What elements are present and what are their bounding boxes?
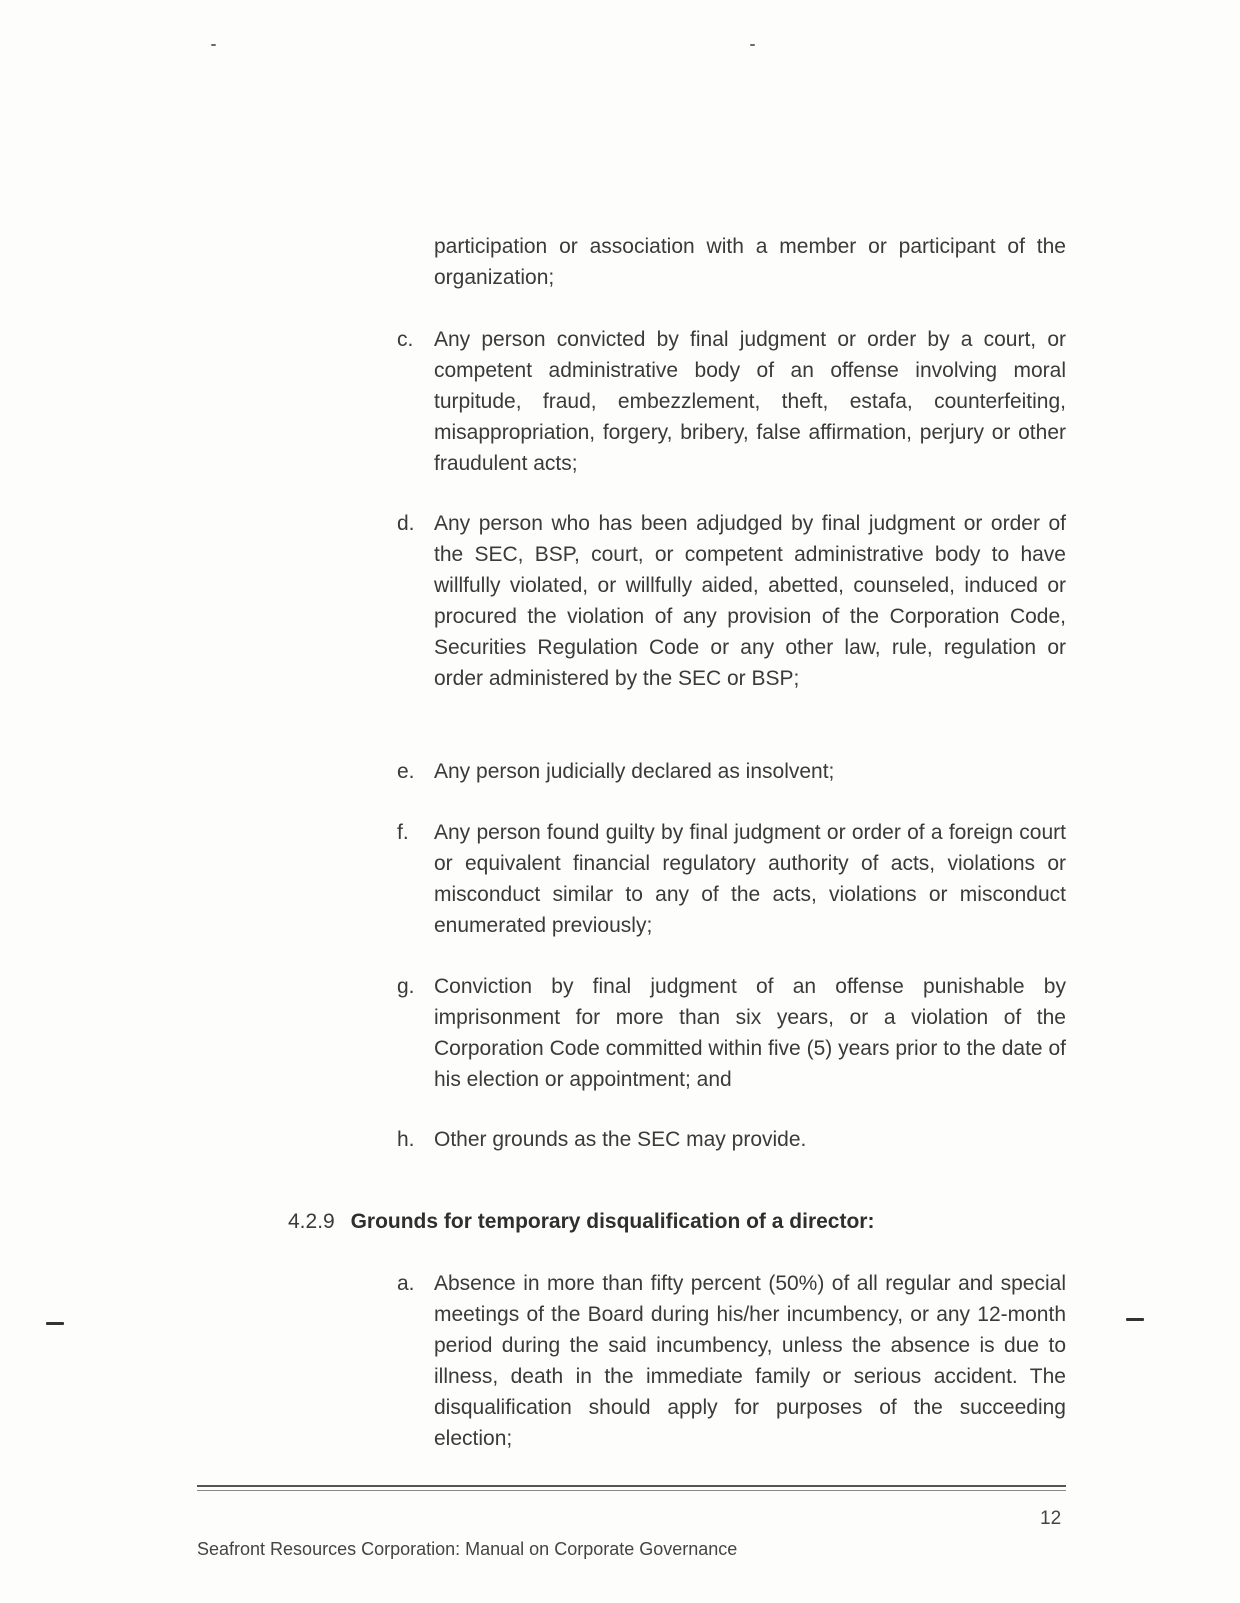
list-item-text: Absence in more than fifty percent (50%) of all regular and special meetings of the Board during his/her incumbency, or any 12-month period during the said incumbency, unless the absence is due to illness, death in the immediate family or serious accident. The disqualification should apply for purposes of the succeeding election; [434,1272,1066,1450]
list-item-text: Any person judicially declared as insolvent; [434,760,835,783]
scan-speck [750,44,755,46]
list-item-text: Any person who has been adjudged by final judgment or order of the SEC, BSP, court, or competent administrative body to have willfully violated, or willfully aided, abetted, counseled, induced or procured the violation of any provision of the Corporation Code, Securities Regulation Code or any other law, rule, regulation or order administered by the SEC or BSP; [434,512,1066,690]
scan-speck [1126,1318,1144,1321]
list-marker: g. [397,975,415,998]
list-marker: e. [397,760,415,783]
footer-rule [197,1490,1066,1491]
list-marker: f. [397,821,409,844]
footer-text: Seafront Resources Corporation: Manual on Corporate Governance [197,1539,738,1559]
scan-speck [211,44,216,46]
list-marker: d. [397,512,415,535]
list-item-text: Any person found guilty by final judgment or order of a foreign court or equivalent financial regulatory authority of acts, violations or misconduct similar to any of the acts, violations or misconduct enumerated previously; [434,821,1066,937]
section-number: 4.2.9 [288,1210,335,1233]
list-marker: c. [397,328,414,351]
section-title: Grounds for temporary disqualification of a director: [350,1210,875,1233]
list-item-text: Conviction by final judgment of an offense punishable by imprisonment for more than six years, or a violation of the Corporation Code committed within five (5) years prior to the date of his election or appointment; and [434,975,1066,1091]
list-item-text: Other grounds as the SEC may provide. [434,1128,807,1151]
section-heading [288,1206,874,1237]
list-marker: h. [397,1128,415,1151]
footer-rule [197,1485,1066,1487]
list-item-text: Any person convicted by final judgment or order by a court, or competent administrative body of an offense involving moral turpitude, fraud, embezzlement, theft, estafa, counterfeiting, misappropriation, forgery, bribery, false affirmation, perjury or other fraudulent acts; [434,328,1066,475]
list-marker: a. [397,1272,415,1295]
continuation-paragraph: participation or association with a member or participant of the organization; [434,235,1066,289]
page-number: 12 [1040,1508,1062,1529]
scan-speck [46,1322,64,1325]
